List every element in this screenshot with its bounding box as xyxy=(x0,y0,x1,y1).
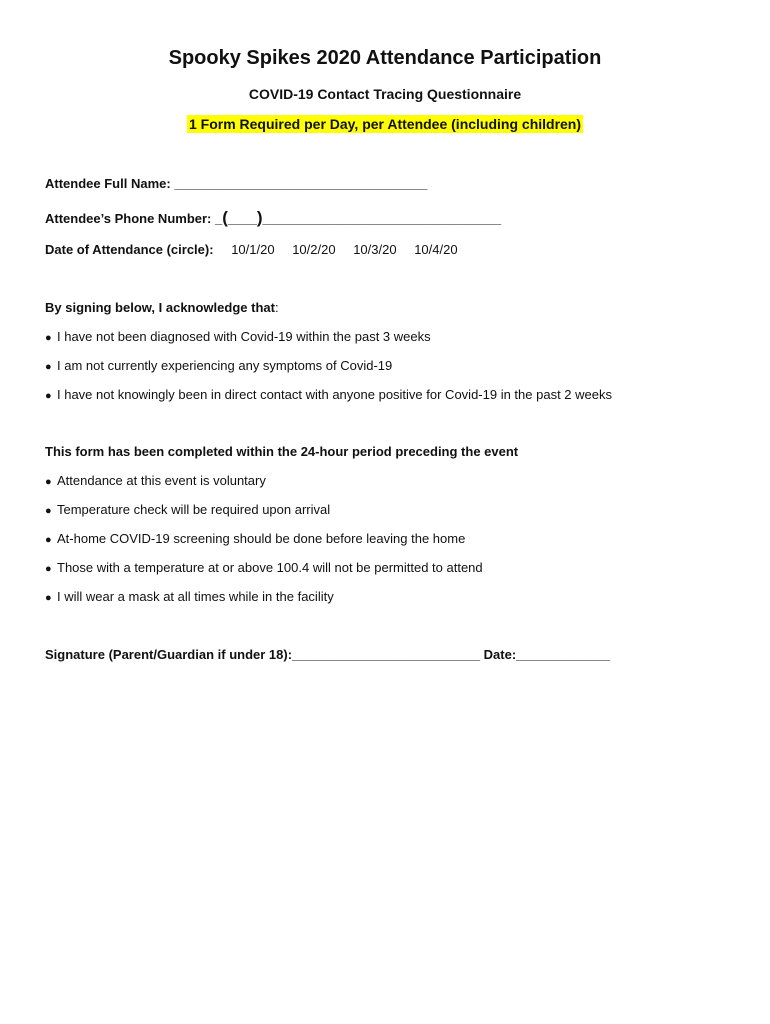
bullet-icon: ● xyxy=(45,563,52,575)
bullet-icon: ● xyxy=(45,476,52,488)
phone-field-row xyxy=(45,208,501,228)
name-label: Attendee Full Name: xyxy=(45,176,171,191)
bullet-icon: ● xyxy=(45,592,52,604)
list-item-text: At-home COVID-19 screening should be done before leaving the home xyxy=(57,531,466,546)
date-option[interactable]: 10/3/20 xyxy=(353,242,397,257)
page-title: Spooky Spikes 2020 Attendance Participation xyxy=(168,47,602,69)
list-item-text: I am not currently experiencing any symptoms of Covid-19 xyxy=(57,358,393,373)
bullet-icon: ● xyxy=(45,390,52,402)
list-item xyxy=(45,473,266,488)
acknowledge-heading-text: By signing below, I acknowledge that xyxy=(45,300,275,315)
date-option[interactable]: 10/1/20 xyxy=(231,242,275,257)
signature-date-line[interactable]: _____________ xyxy=(516,647,611,662)
list-item xyxy=(45,502,330,517)
bullet-icon: ● xyxy=(45,332,52,344)
name-field-row xyxy=(45,176,427,191)
bullet-icon: ● xyxy=(45,505,52,517)
phone-area-code-line[interactable]: ____ xyxy=(227,211,257,226)
highlighted-notice: 1 Form Required per Day, per Attendee (including children) xyxy=(188,116,582,132)
signature-line[interactable]: __________________________ xyxy=(292,647,481,662)
phone-paren-close: ) xyxy=(256,208,263,227)
bullet-icon: ● xyxy=(45,534,52,546)
list-item-text: Temperature check will be required upon arrival xyxy=(57,502,331,517)
list-item-text: Those with a temperature at or above 100.4 will not be permitted to attend xyxy=(57,560,483,575)
page-subtitle: COVID-19 Contact Tracing Questionnaire xyxy=(248,86,522,102)
bullet-icon: ● xyxy=(45,361,52,373)
phone-label: Attendee’s Phone Number: _ xyxy=(45,211,223,226)
name-input-line[interactable]: ___________________________________ xyxy=(174,176,428,191)
list-item xyxy=(45,589,334,604)
phone-number-line[interactable]: _________________________________ xyxy=(262,211,502,226)
completion-heading: This form has been completed within the 24-hour period preceding the event xyxy=(45,444,519,459)
date-options xyxy=(217,242,457,257)
acknowledge-heading-colon: : xyxy=(274,300,279,315)
notice-container xyxy=(0,116,770,134)
date-field-row xyxy=(45,242,458,257)
list-item-text: I will wear a mask at all times while in the facility xyxy=(57,589,334,604)
list-item xyxy=(45,560,483,575)
date-option[interactable]: 10/4/20 xyxy=(414,242,458,257)
signature-row xyxy=(45,647,610,662)
date-option[interactable]: 10/2/20 xyxy=(292,242,336,257)
list-item xyxy=(45,387,612,402)
signature-date-label: Date: xyxy=(483,647,517,662)
signature-label: Signature (Parent/Guardian if under 18): xyxy=(45,647,293,662)
list-item-text: I have not knowingly been in direct contact with anyone positive for Covid-19 in the past 2 weeks xyxy=(57,387,612,402)
list-item xyxy=(45,531,465,546)
list-item-text: Attendance at this event is voluntary xyxy=(57,473,266,488)
date-label: Date of Attendance (circle): xyxy=(45,242,214,257)
phone-paren-open: ( xyxy=(222,208,228,227)
list-item-text: I have not been diagnosed with Covid-19 within the past 3 weeks xyxy=(57,329,431,344)
list-item xyxy=(45,329,431,344)
list-item xyxy=(45,358,392,373)
acknowledge-heading xyxy=(45,300,279,315)
